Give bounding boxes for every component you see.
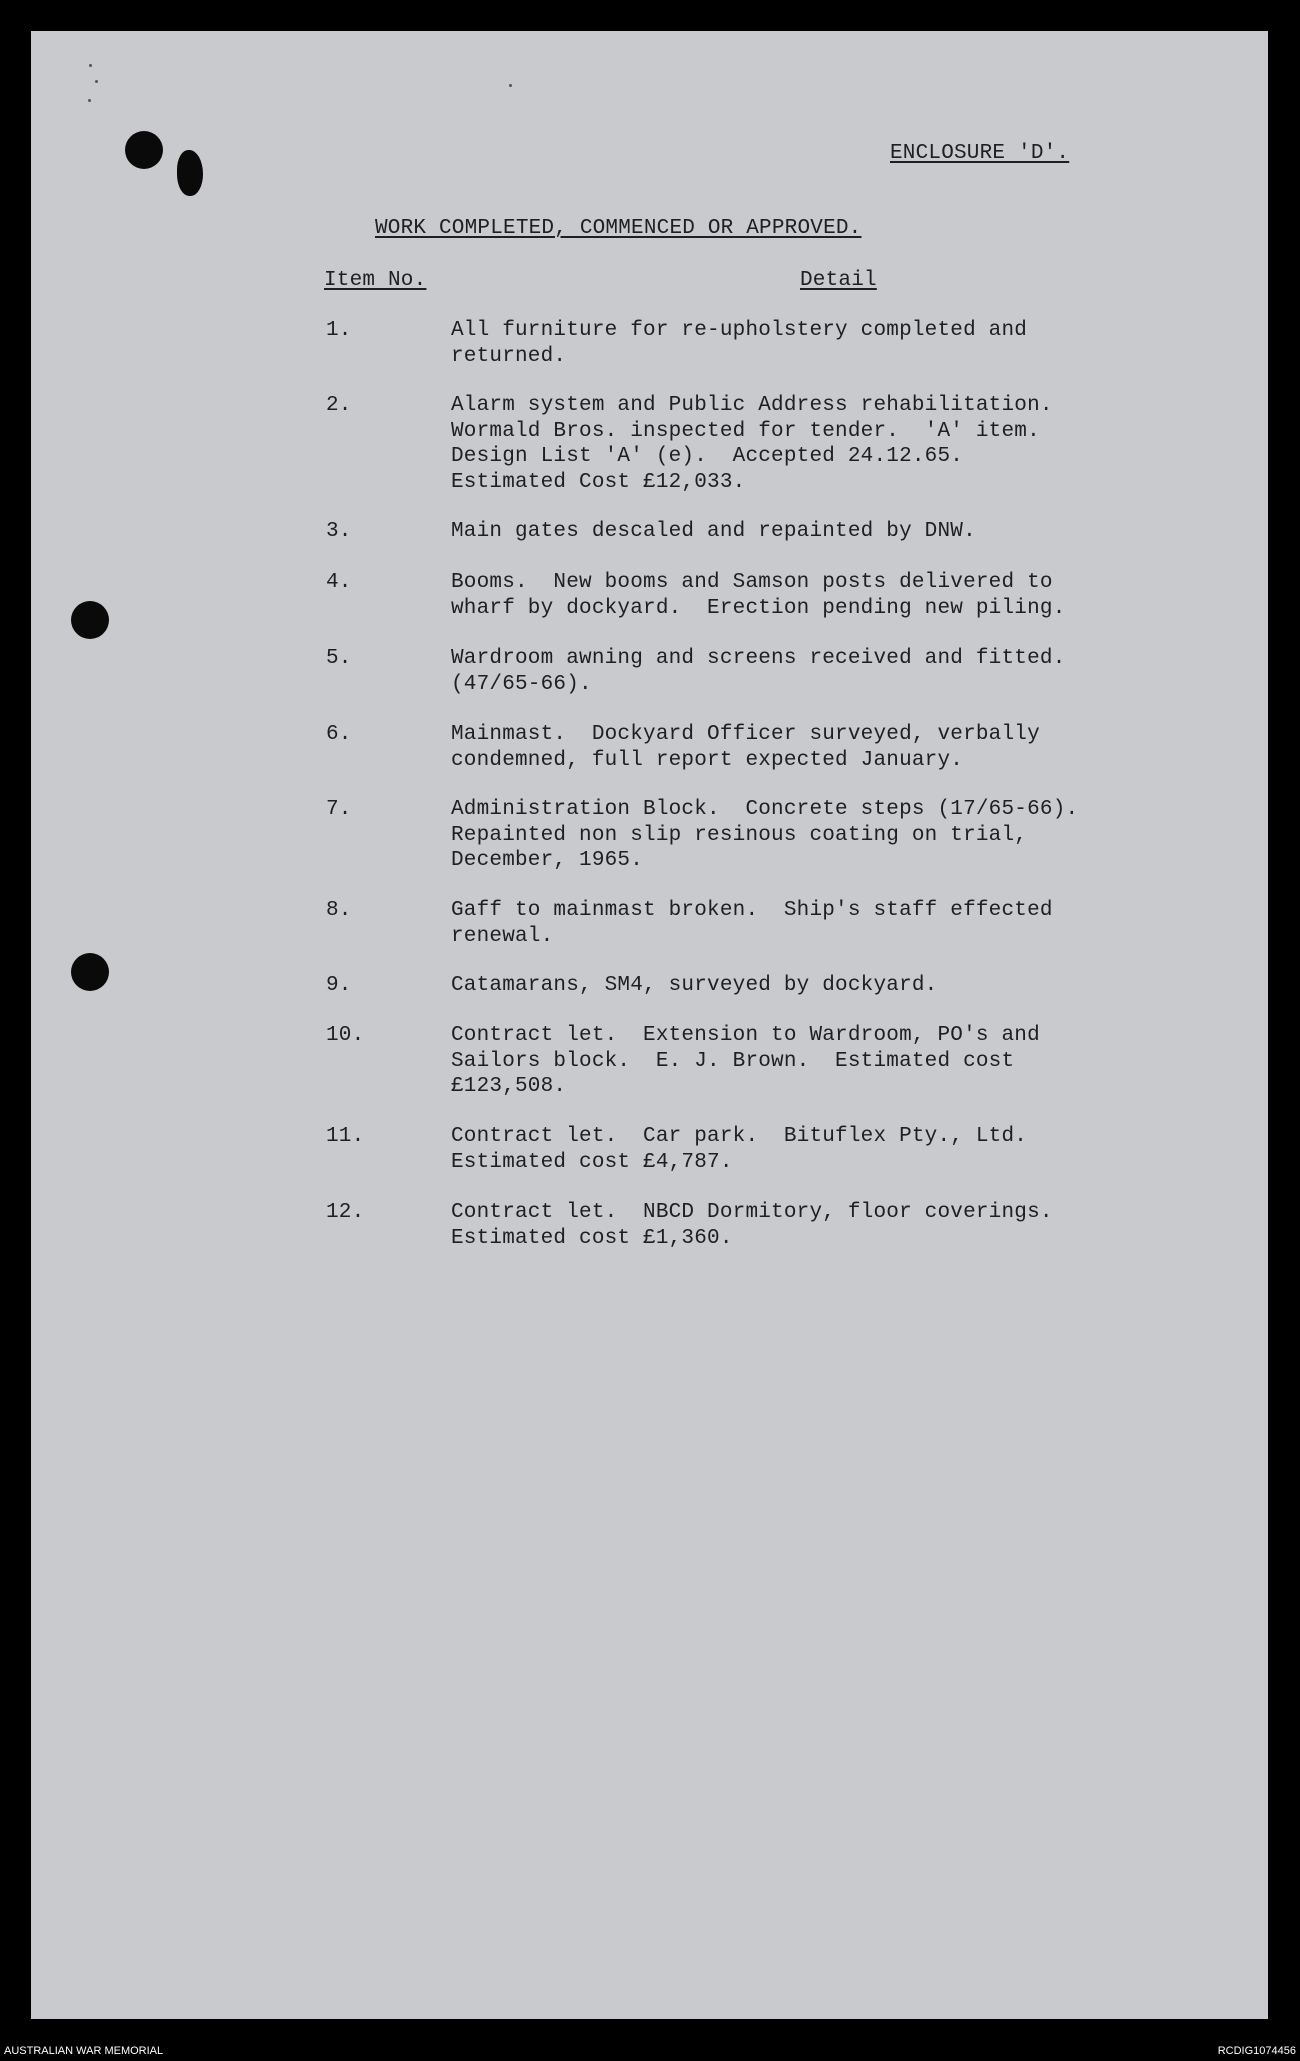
footer-record-id: RCDIG1074456 <box>1217 2045 1296 2057</box>
column-header-item-no: Item No. <box>324 269 427 292</box>
document-title: WORK COMPLETED, COMMENCED OR APPROVED. <box>375 217 862 240</box>
item-detail-line: wharf by dockyard. Erection pending new piling. <box>451 596 1066 620</box>
item-detail-line: returned. <box>451 344 567 368</box>
paper-tear <box>177 150 203 196</box>
item-detail-line: Contract let. Extension to Wardroom, PO's and <box>451 1024 1040 1047</box>
paper-speck <box>88 99 91 102</box>
item-detail-line: December, 1965. <box>451 849 644 872</box>
footer-archive-name: AUSTRALIAN WAR MEMORIAL <box>4 2045 164 2057</box>
item-number: 1. <box>326 319 352 342</box>
item-detail-line: Estimated cost £1,360. <box>451 1226 733 1250</box>
item-detail-line: renewal. <box>451 924 554 948</box>
item-number: 4. <box>326 571 352 594</box>
paper-speck <box>509 84 512 87</box>
punch-hole-middle <box>71 601 109 639</box>
paper-speck <box>95 80 98 83</box>
item-number: 3. <box>326 520 352 543</box>
item-number: 9. <box>326 974 352 997</box>
enclosure-label: ENCLOSURE 'D'. <box>890 142 1070 165</box>
paper-speck <box>89 64 92 67</box>
item-detail-line: Gaff to mainmast broken. Ship's staff effected <box>451 899 1053 922</box>
item-number: 5. <box>326 647 352 670</box>
item-detail-line: Wormald Bros. inspected for tender. 'A' item. <box>451 419 1040 443</box>
punch-hole-top <box>125 131 163 169</box>
item-number: 10. <box>326 1024 365 1047</box>
punch-hole-bottom <box>71 953 109 991</box>
item-detail-line: Wardroom awning and screens received and fitted. <box>451 647 1066 670</box>
item-detail-line: Repainted non slip resinous coating on trial, <box>451 823 1028 847</box>
item-number: 12. <box>326 1201 365 1224</box>
item-detail-line: Catamarans, SM4, surveyed by dockyard. <box>451 974 938 997</box>
item-detail-line: Sailors block. E. J. Brown. Estimated cost <box>451 1049 1015 1073</box>
item-detail-line: (47/65-66). <box>451 672 592 696</box>
item-number: 8. <box>326 899 352 922</box>
item-number: 6. <box>326 723 352 746</box>
item-detail-line: £123,508. <box>451 1075 567 1098</box>
item-detail-line: Main gates descaled and repainted by DNW. <box>451 520 976 543</box>
item-detail-line: condemned, full report expected January. <box>451 748 964 772</box>
item-detail-line: Administration Block. Concrete steps (17/65-66). <box>451 798 1079 821</box>
column-header-detail: Detail <box>800 269 877 292</box>
item-detail-line: Contract let. NBCD Dormitory, floor coverings. <box>451 1201 1053 1224</box>
item-detail-line: All furniture for re-upholstery completed and <box>451 319 1028 342</box>
item-detail-line: Mainmast. Dockyard Officer surveyed, verbally <box>451 723 1040 746</box>
item-detail-line: Estimated Cost £12,033. <box>451 470 746 494</box>
item-number: 7. <box>326 798 352 821</box>
item-number: 11. <box>326 1125 365 1148</box>
item-detail-line: Alarm system and Public Address rehabilitation. <box>451 394 1053 417</box>
item-detail-line: Contract let. Car park. Bituflex Pty., Ltd. <box>451 1125 1028 1148</box>
item-detail-line: Estimated cost £4,787. <box>451 1150 733 1174</box>
item-detail-line: Design List 'A' (e). Accepted 24.12.65. <box>451 445 964 468</box>
item-number: 2. <box>326 394 352 417</box>
item-detail-line: Booms. New booms and Samson posts delivered to <box>451 571 1053 594</box>
